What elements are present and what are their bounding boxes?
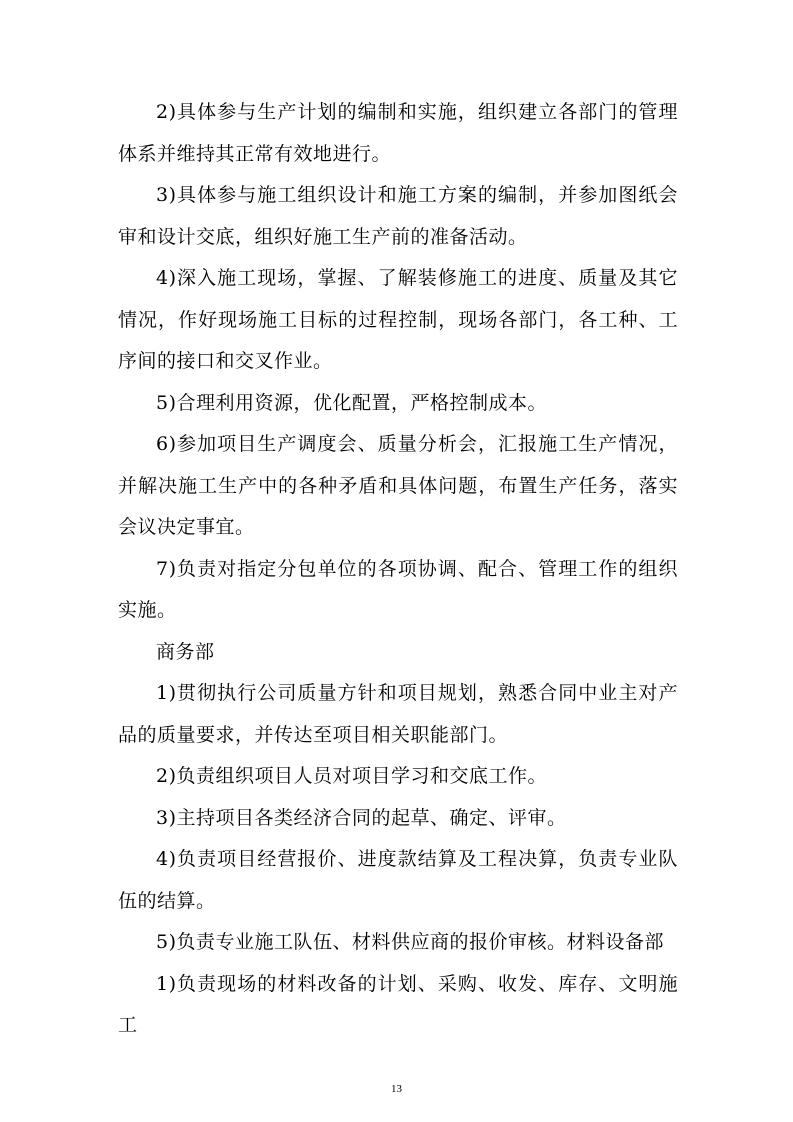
paragraph: 6)参加项目生产调度会、质量分析会，汇报施工生产情况，并解决施工生产中的各种矛盾和具体问题，布置生产任务，落实会议决定事宜。 [118, 433, 678, 538]
paragraph: 4)负责项目经营报价、进度款结算及工程决算，负责专业队伍的结算。 [118, 848, 678, 912]
section-heading: 商务部 [156, 640, 215, 663]
page-number: 13 [391, 1083, 402, 1095]
paragraph: 1)负责现场的材料改备的计划、采购、收发、库存、文明施工 [118, 972, 678, 1036]
paragraph: 3)具体参与施工组织设计和施工方案的编制，并参加图纸会审和设计交底，组织好施工生产前的准备活动。 [118, 184, 678, 248]
paragraph: 5)合理利用资源，优化配置，严格控制成本。 [156, 391, 548, 414]
paragraph: 5)负责专业施工队伍、材料供应商的报价审核。材料设备部 [156, 931, 665, 953]
paragraph: 3)主持项目各类经济合同的起草、确定、评审。 [156, 806, 567, 829]
paragraph: 7)负责对指定分包单位的各项协调、配合、管理工作的组织实施。 [118, 557, 678, 621]
paragraph: 1)贯彻执行公司质量方针和项目规划，熟悉合同中业主对产品的质量要求，并传达至项目相关职能部门。 [118, 682, 678, 746]
paragraph: 4)深入施工现场，掌握、了解装修施工的进度、质量及其它情况，作好现场施工目标的过程控制，现场各部门，各工种、工序间的接口和交叉作业。 [118, 267, 678, 372]
body-text [118, 92, 678, 1047]
paragraph: 2)负责组织项目人员对项目学习和交底工作。 [156, 765, 548, 787]
paragraph: 2)具体参与生产计划的编制和实施，组织建立各部门的管理体系并维持其正常有效地进行。 [118, 101, 678, 165]
